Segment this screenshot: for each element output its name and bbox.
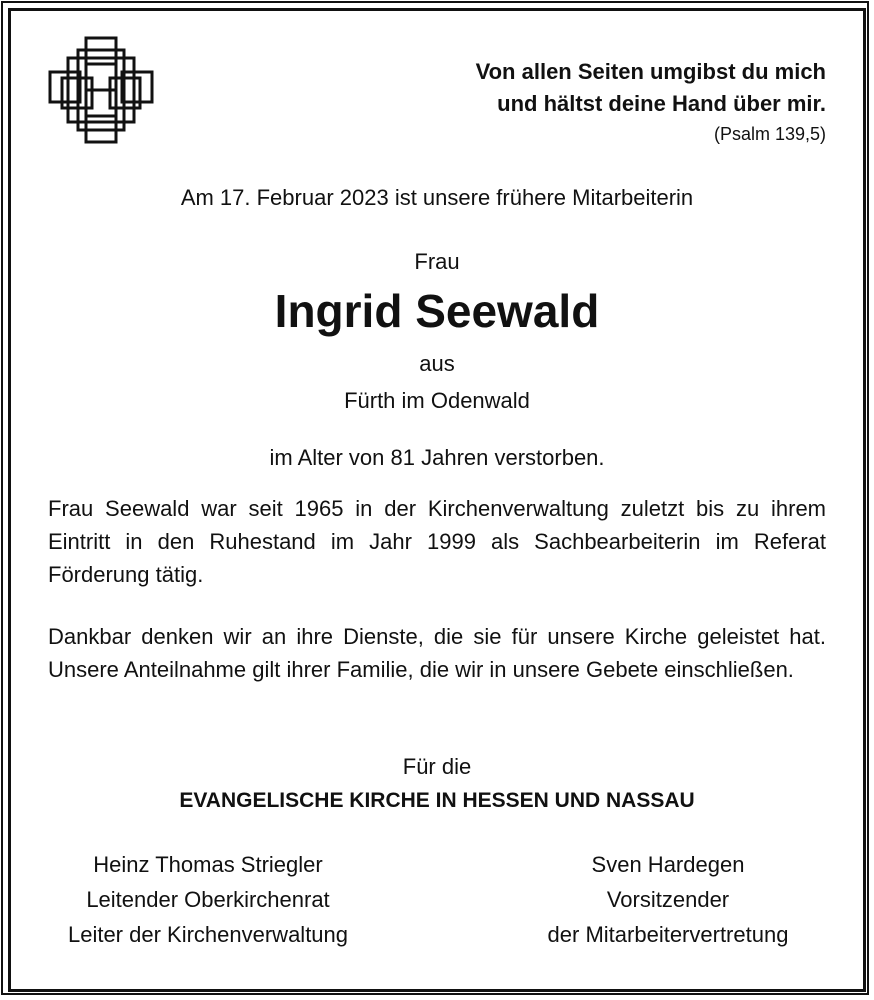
signatory-name: Sven Hardegen: [591, 852, 745, 877]
signatory-title: Vorsitzender: [606, 887, 730, 912]
signatory-title: Leitender Oberkirchenrat: [86, 887, 330, 912]
quote-reference: (Psalm 139,5): [713, 124, 826, 144]
age-line: im Alter von 81 Jahren verstorben.: [269, 445, 605, 470]
signatory-name: Heinz Thomas Striegler: [93, 852, 323, 877]
place: Fürth im Odenwald: [344, 388, 530, 413]
signatory-role: der Mitarbeitervertretung: [547, 922, 789, 947]
from-word: aus: [419, 351, 455, 376]
quote-line-1: Von allen Seiten umgibst du mich: [475, 59, 826, 84]
bible-quote: [476, 56, 826, 148]
cross-logo-icon: [48, 36, 154, 144]
intro-line: Am 17. Februar 2023 ist unsere frühere Mitarbeiterin: [180, 185, 694, 210]
signatory-right: [498, 847, 838, 952]
salutation: Frau: [414, 249, 460, 274]
quote-line-2: und hältst deine Hand über mir.: [497, 91, 826, 116]
for-the: Für die: [402, 754, 472, 779]
paragraph-career: Frau Seewald war seit 1965 in der Kirchenverwaltung zuletzt bis zu ihrem Eintritt in den Ruhestand im Jahr 1999 als Sachbearbeiterin im Referat Förderung tätig.: [48, 496, 826, 587]
paragraph-gratitude: Dankbar denken wir an ihre Dienste, die sie für unsere Kirche geleistet hat. Unsere Anteilnahme gilt ihrer Familie, die wir in unsere Gebete einschließen.: [48, 624, 826, 682]
deceased-name: Ingrid Seewald: [274, 285, 600, 337]
signatory-left: [38, 847, 378, 952]
organization-name: EVANGELISCHE KIRCHE IN HESSEN UND NASSAU: [179, 789, 695, 812]
signatory-role: Leiter der Kirchenverwaltung: [67, 922, 349, 947]
